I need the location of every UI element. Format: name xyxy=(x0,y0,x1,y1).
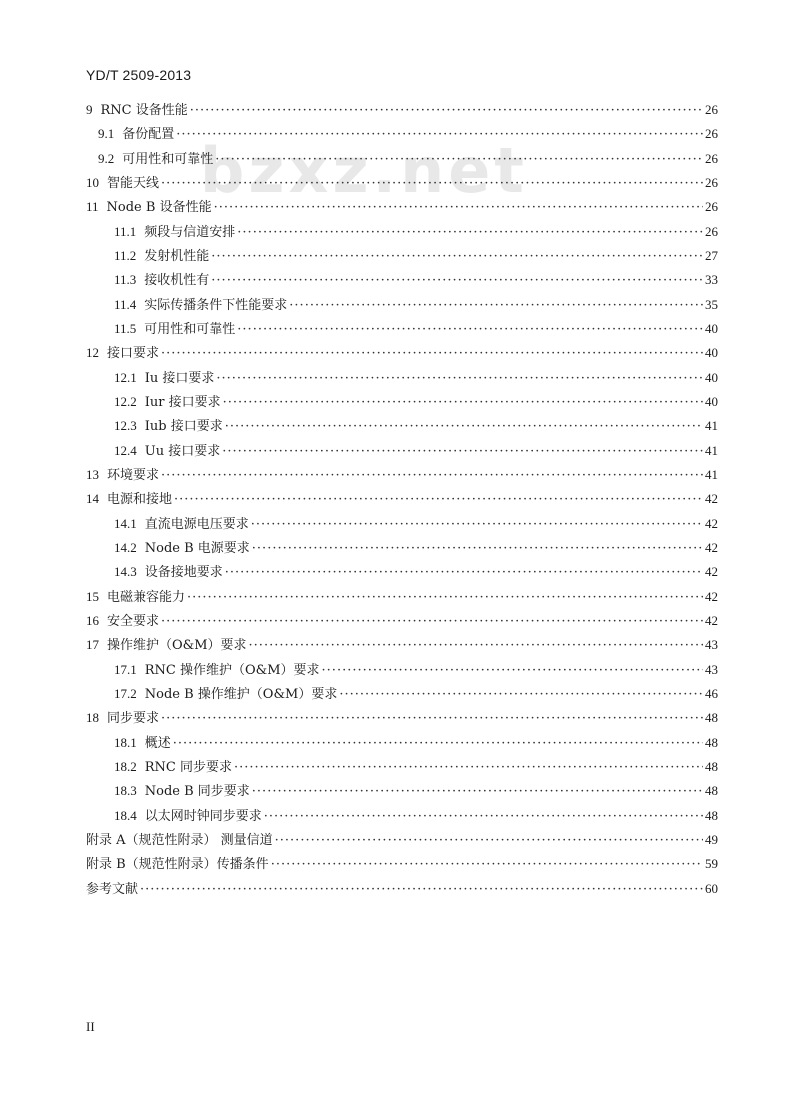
toc-entry-page: 40 xyxy=(705,393,718,409)
toc-entry-number: 9 xyxy=(86,102,93,117)
toc-leader-dots xyxy=(211,245,703,269)
toc-entry-title: RNC 同步要求 xyxy=(144,759,232,775)
toc-entry-page: 41 xyxy=(705,418,718,434)
toc-entry[interactable] xyxy=(86,147,718,171)
toc-entry-page: 42 xyxy=(705,612,718,628)
toc-leader-dots xyxy=(161,342,703,366)
toc-entry-page: 26 xyxy=(705,150,718,166)
toc-leader-dots xyxy=(161,464,703,488)
toc-entry-page: 26 xyxy=(705,223,718,239)
toc-entry-page: 43 xyxy=(705,637,718,653)
toc-leader-dots xyxy=(271,853,703,877)
toc-entry[interactable] xyxy=(86,731,718,755)
toc-entry[interactable] xyxy=(86,439,718,463)
toc-leader-dots xyxy=(339,683,703,707)
toc-entry[interactable] xyxy=(86,487,718,511)
toc-entry-number: 11.1 xyxy=(114,223,137,239)
toc-entry-number: 11.5 xyxy=(114,320,137,336)
toc-entry-title: Iur 接口要求 xyxy=(144,394,221,410)
toc-entry-number: 10 xyxy=(86,174,99,190)
toc-entry[interactable] xyxy=(86,804,718,828)
toc-entry-title: 频段与信道安排 xyxy=(144,224,236,240)
toc-entry-title: Iu 接口要求 xyxy=(144,370,215,386)
toc-entry[interactable] xyxy=(86,98,718,122)
toc-leader-dots xyxy=(222,440,703,464)
toc-leader-dots xyxy=(225,415,703,439)
toc-entry-title: 实际传播条件下性能要求 xyxy=(144,297,288,313)
toc-entry-number: 17.2 xyxy=(114,685,137,701)
toc-entry-page: 48 xyxy=(705,710,718,726)
toc-entry-page: 26 xyxy=(705,126,718,142)
toc-entry-references[interactable] xyxy=(86,877,718,901)
toc-entry-page: 48 xyxy=(705,807,718,823)
toc-entry[interactable] xyxy=(86,463,718,487)
toc-entry-number: 9.2 xyxy=(98,150,115,166)
toc-entry[interactable] xyxy=(86,609,718,633)
toc-leader-dots xyxy=(174,488,703,512)
toc-leader-dots xyxy=(264,805,703,829)
toc-leader-dots xyxy=(223,391,703,415)
toc-leader-dots xyxy=(211,269,703,293)
toc-entry[interactable] xyxy=(86,658,718,682)
toc-entry-title: 直流电源电压要求 xyxy=(144,516,249,532)
toc-entry-page: 42 xyxy=(705,539,718,555)
toc-leader-dots xyxy=(275,829,703,853)
toc-entry[interactable] xyxy=(86,536,718,560)
toc-entry-page: 26 xyxy=(705,102,718,117)
toc-entry[interactable] xyxy=(86,560,718,584)
toc-entry[interactable] xyxy=(86,293,718,317)
toc-entry-appendix-b[interactable] xyxy=(86,852,718,876)
toc-entry-title: 以太网时钟同步要求 xyxy=(144,808,262,824)
toc-entry-title: 附录 B（规范性附录）传播条件 xyxy=(86,857,269,873)
toc-leader-dots xyxy=(187,586,703,610)
toc-entry[interactable] xyxy=(86,341,718,365)
toc-entry-number: 18.2 xyxy=(114,758,137,774)
table-of-contents xyxy=(86,98,718,901)
toc-entry[interactable] xyxy=(86,220,718,244)
toc-entry-title: 操作维护（O&M）要求 xyxy=(107,638,247,654)
toc-entry-page: 33 xyxy=(705,272,718,288)
toc-entry[interactable] xyxy=(86,682,718,706)
toc-entry-title: RNC 设备性能 xyxy=(100,103,188,118)
toc-leader-dots xyxy=(237,318,703,342)
toc-entry[interactable] xyxy=(86,122,718,146)
toc-entry-page: 49 xyxy=(705,831,718,847)
toc-leader-dots xyxy=(237,221,703,245)
toc-entry-number: 12.4 xyxy=(114,442,137,458)
toc-entry-number: 13 xyxy=(86,466,99,482)
toc-entry-page: 27 xyxy=(705,247,718,263)
toc-entry-number: 14.3 xyxy=(114,564,137,580)
toc-entry-number: 12.2 xyxy=(114,393,137,409)
toc-entry-title: 可用性和可靠性 xyxy=(122,151,214,167)
toc-entry-appendix-a[interactable] xyxy=(86,828,718,852)
toc-entry-page: 41 xyxy=(705,466,718,482)
toc-entry-page: 35 xyxy=(705,296,718,312)
toc-entry-title: 安全要求 xyxy=(107,613,160,629)
toc-leader-dots xyxy=(251,513,703,537)
toc-entry-number: 18.3 xyxy=(114,783,137,799)
toc-entry-title: 可用性和可靠性 xyxy=(144,321,236,337)
toc-entry-title: 备份配置 xyxy=(122,127,175,143)
toc-entry-number: 11.4 xyxy=(114,296,137,312)
toc-leader-dots xyxy=(140,878,703,902)
toc-leader-dots xyxy=(161,707,703,731)
toc-entry-page: 26 xyxy=(705,199,718,215)
toc-entry-page: 40 xyxy=(705,369,718,385)
toc-entry-number: 11.2 xyxy=(114,247,137,263)
toc-entry-title: 参考文献 xyxy=(86,881,139,897)
toc-entry-title: Node B 设备性能 xyxy=(106,200,212,216)
toc-leader-dots xyxy=(234,756,703,780)
toc-entry-title: 电磁兼容能力 xyxy=(107,589,186,605)
toc-leader-dots xyxy=(176,123,703,147)
toc-entry-title: 环境要求 xyxy=(107,467,160,483)
toc-entry-title: Iub 接口要求 xyxy=(144,419,223,435)
toc-entry[interactable] xyxy=(86,195,718,219)
toc-entry-page: 41 xyxy=(705,442,718,458)
toc-entry[interactable] xyxy=(86,171,718,195)
toc-entry[interactable] xyxy=(86,585,718,609)
toc-entry-title: 智能天线 xyxy=(107,175,160,191)
toc-entry-number: 11 xyxy=(86,199,99,215)
toc-entry-number: 14.2 xyxy=(114,539,137,555)
toc-entry[interactable] xyxy=(86,244,718,268)
toc-entry[interactable] xyxy=(86,779,718,803)
toc-entry-title: RNC 操作维护（O&M）要求 xyxy=(144,662,320,678)
toc-entry-page: 40 xyxy=(705,345,718,361)
toc-entry[interactable] xyxy=(86,512,718,536)
toc-entry-number: 9.1 xyxy=(98,126,115,142)
toc-entry-title: 概述 xyxy=(144,735,171,751)
toc-entry-page: 42 xyxy=(705,564,718,580)
toc-entry-title: 设备接地要求 xyxy=(144,565,223,581)
toc-entry-number: 12.1 xyxy=(114,369,137,385)
toc-entry-page: 26 xyxy=(705,174,718,190)
toc-entry-page: 48 xyxy=(705,783,718,799)
toc-entry-title: Node B 同步要求 xyxy=(144,784,250,800)
toc-entry-number: 11.3 xyxy=(114,272,137,288)
toc-leader-dots xyxy=(289,294,703,318)
toc-leader-dots xyxy=(190,99,703,123)
document-code-header: YD/T 2509-2013 xyxy=(86,67,192,83)
toc-leader-dots xyxy=(216,367,703,391)
toc-entry[interactable] xyxy=(86,317,718,341)
toc-entry[interactable] xyxy=(86,755,718,779)
toc-entry-page: 42 xyxy=(705,515,718,531)
toc-entry-page: 46 xyxy=(705,685,718,701)
toc-entry-title: Uu 接口要求 xyxy=(144,443,221,459)
toc-entry-number: 16 xyxy=(86,612,99,628)
toc-entry-page: 59 xyxy=(705,856,718,872)
toc-entry-title: 同步要求 xyxy=(107,711,160,727)
toc-entry-page: 40 xyxy=(705,320,718,336)
toc-entry-number: 17 xyxy=(86,637,99,653)
toc-entry[interactable] xyxy=(86,633,718,657)
toc-entry-number: 17.1 xyxy=(114,661,137,677)
toc-entry-title: 接收机性有 xyxy=(144,273,210,289)
toc-leader-dots xyxy=(173,732,703,756)
toc-entry-title: Node B 操作维护（O&M）要求 xyxy=(144,686,338,702)
toc-entry-title: 附录 A（规范性附录） 测量信道 xyxy=(86,832,273,848)
toc-entry[interactable] xyxy=(86,366,718,390)
toc-entry[interactable] xyxy=(86,390,718,414)
toc-leader-dots xyxy=(225,561,703,585)
toc-entry[interactable] xyxy=(86,268,718,292)
toc-entry-title: Node B 电源要求 xyxy=(144,540,250,556)
toc-entry-page: 42 xyxy=(705,588,718,604)
toc-entry-title: 电源和接地 xyxy=(107,492,173,508)
toc-leader-dots xyxy=(214,196,703,220)
page-number: II xyxy=(86,1019,95,1034)
toc-entry-number: 14 xyxy=(86,491,99,507)
toc-entry-number: 14.1 xyxy=(114,515,137,531)
toc-entry[interactable] xyxy=(86,414,718,438)
toc-entry-number: 15 xyxy=(86,588,99,604)
toc-entry-page: 60 xyxy=(705,880,718,896)
watermark-logo: bzxz.net xyxy=(200,134,528,207)
toc-entry[interactable] xyxy=(86,706,718,730)
toc-leader-dots xyxy=(322,659,703,683)
toc-leader-dots xyxy=(252,780,703,804)
toc-entry-number: 12.3 xyxy=(114,418,137,434)
toc-entry-page: 48 xyxy=(705,734,718,750)
toc-entry-page: 42 xyxy=(705,491,718,507)
toc-entry-number: 18.1 xyxy=(114,734,137,750)
toc-entry-page: 48 xyxy=(705,758,718,774)
toc-entry-number: 18 xyxy=(86,710,99,726)
toc-entry-title: 发射机性能 xyxy=(144,248,210,264)
toc-entry-title: 接口要求 xyxy=(107,346,160,362)
toc-entry-number: 18.4 xyxy=(114,807,137,823)
toc-entry-number: 12 xyxy=(86,345,99,361)
toc-leader-dots xyxy=(161,172,703,196)
toc-leader-dots xyxy=(252,537,703,561)
toc-leader-dots xyxy=(215,148,703,172)
toc-leader-dots xyxy=(161,610,703,634)
toc-entry-page: 43 xyxy=(705,661,718,677)
toc-leader-dots xyxy=(249,634,703,658)
